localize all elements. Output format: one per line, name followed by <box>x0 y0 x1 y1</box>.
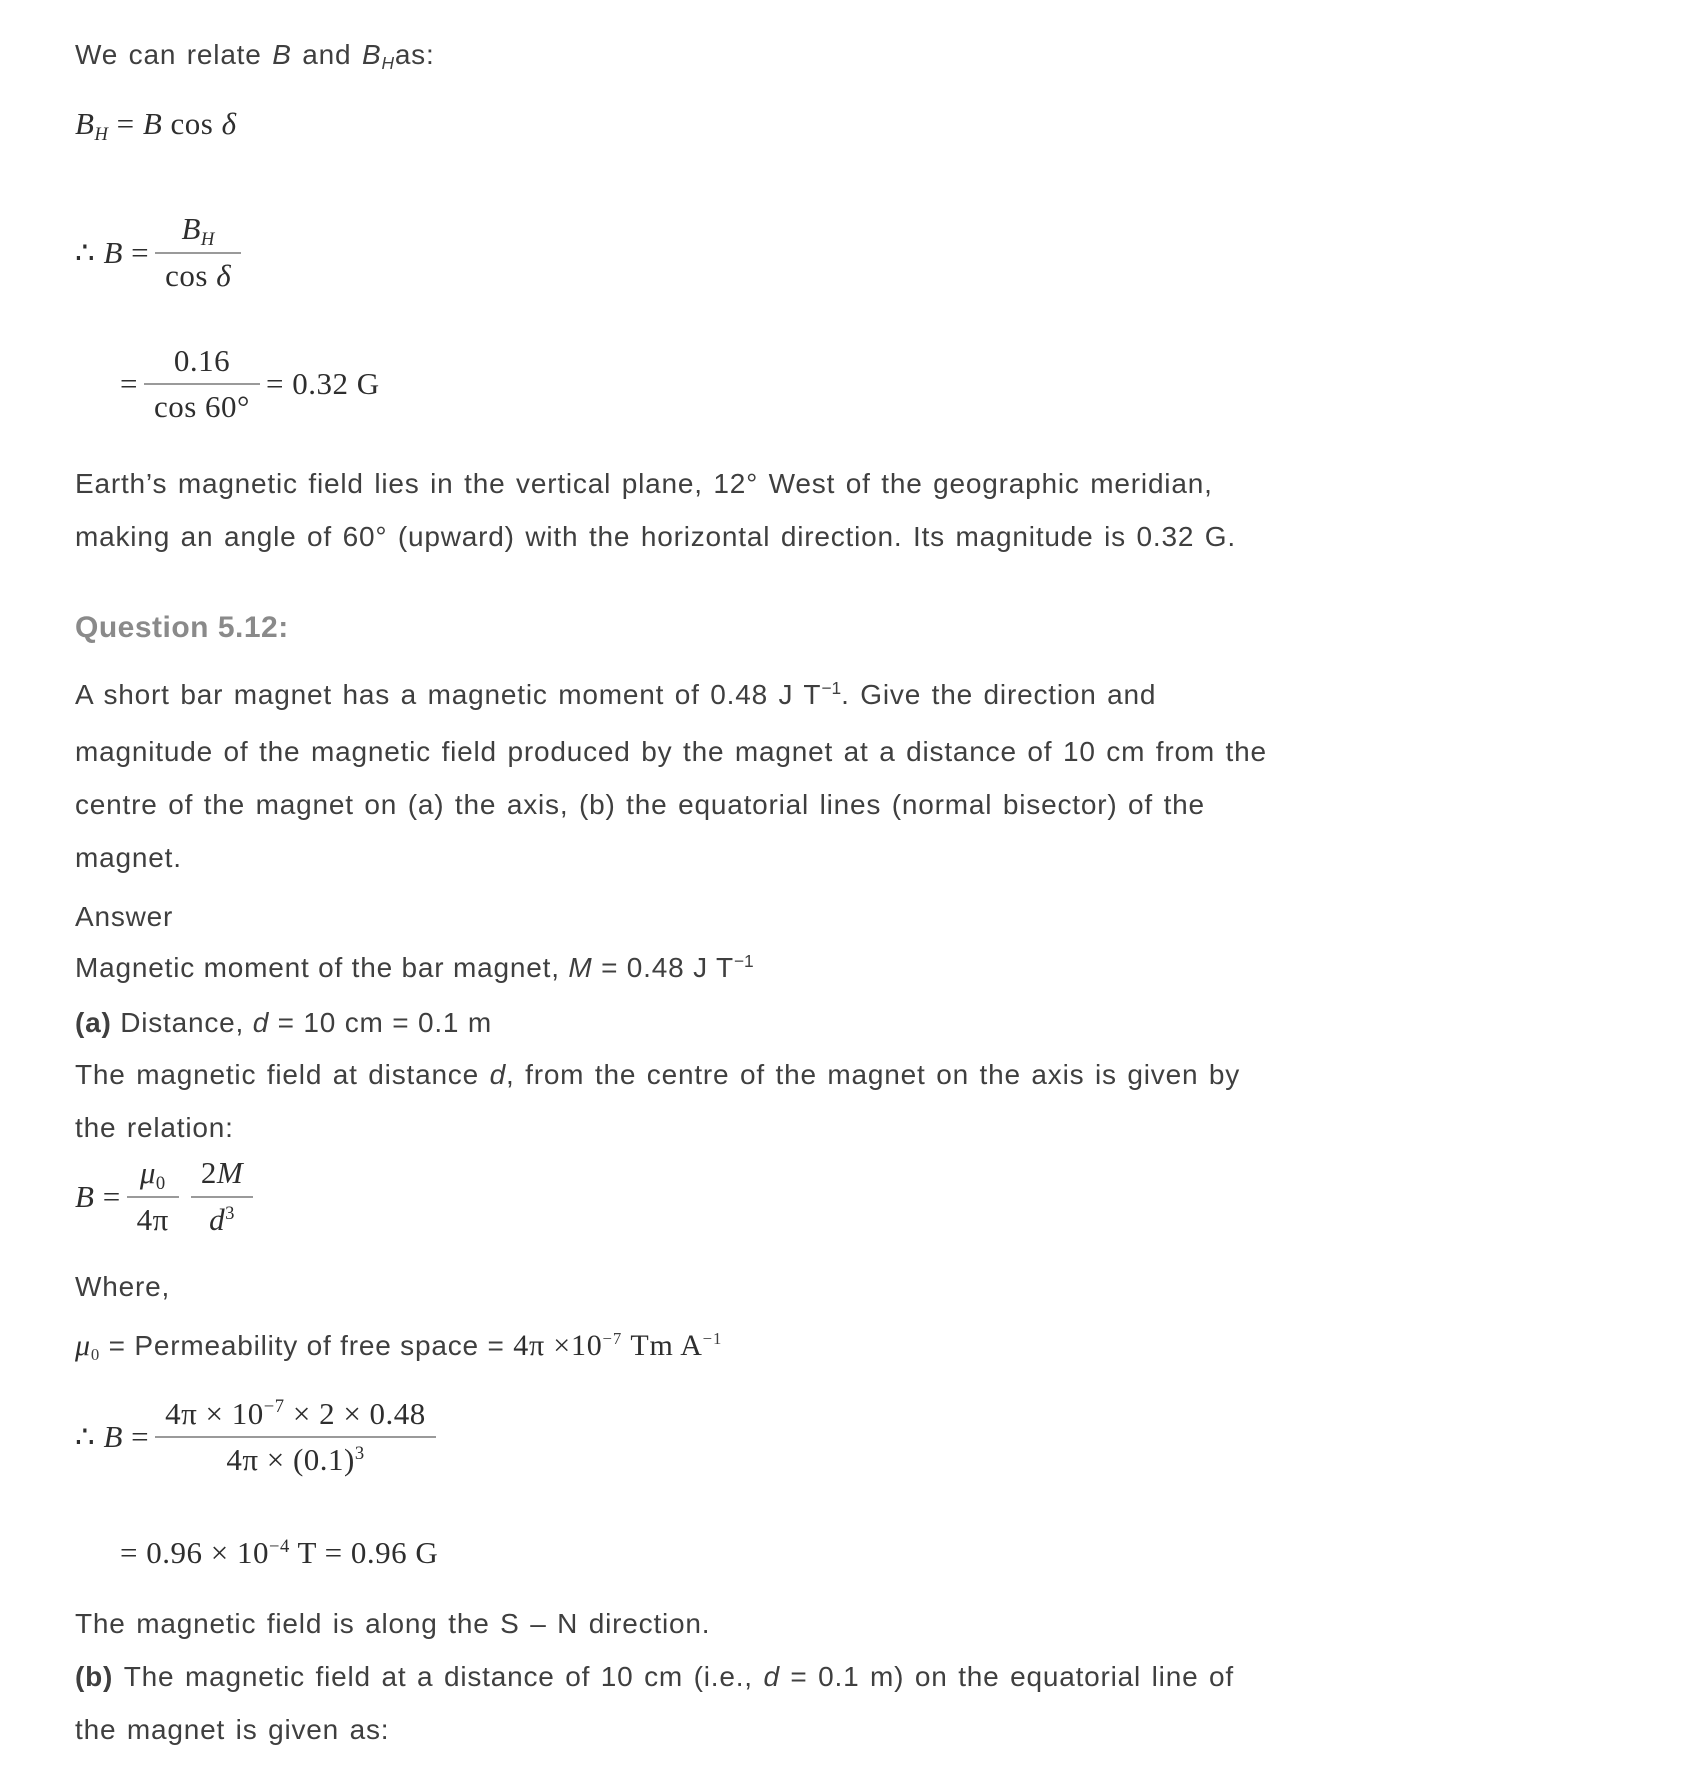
fraction-bar <box>191 1196 253 1198</box>
formula-axial-field <box>75 1154 1700 1240</box>
formula-bh-relation <box>75 101 1700 152</box>
text-run: −1 <box>702 1329 723 1349</box>
text-line <box>75 1048 1700 1101</box>
text-line <box>75 28 1700 85</box>
intro-line <box>75 28 1700 85</box>
text-run: H <box>200 228 215 250</box>
text-run: × 2 × 0.48 <box>284 1395 426 1431</box>
text-line <box>75 778 1700 831</box>
text-run: B <box>103 234 123 270</box>
text-line <box>75 457 1700 510</box>
text-run: Tm A <box>622 1328 703 1362</box>
text-run: . Give the direction and <box>841 679 1157 710</box>
text-run: 2 <box>200 1155 217 1190</box>
formula-prefix <box>75 1179 121 1215</box>
formula-result <box>120 1530 1700 1581</box>
text-run: Earth’s magnetic field lies in the vertical plane, 12° West of the geographic meridian, <box>75 468 1213 499</box>
formula-prefix <box>75 1419 149 1455</box>
part-b-paragraph <box>75 1650 1700 1756</box>
text-run: d <box>252 1007 270 1038</box>
fraction <box>144 342 260 428</box>
fraction <box>155 210 241 296</box>
text-run: μ <box>75 1328 91 1362</box>
text-line <box>75 668 1700 725</box>
text-run: = 0.96 × 10 <box>120 1535 269 1570</box>
text-line <box>75 831 1700 884</box>
text-run: = 0.32 G <box>265 366 380 402</box>
text-run: = <box>122 234 150 270</box>
text-run: (a) <box>75 1007 121 1038</box>
text-run: −1 <box>733 951 754 972</box>
text-run: M <box>216 1155 244 1190</box>
document-page <box>75 28 1700 1756</box>
axis-field-paragraph <box>75 1048 1700 1154</box>
earth-field-paragraph <box>75 457 1700 563</box>
text-run: = 0.1 m) on the equatorial line of <box>779 1661 1234 1692</box>
text-run: B <box>272 39 292 70</box>
part-a-line <box>75 998 1700 1048</box>
text-run: 4π ×10 <box>513 1328 603 1362</box>
question-heading: Question 5.12: <box>75 611 289 644</box>
text-run: B <box>103 1419 123 1455</box>
text-run: −7 <box>602 1329 623 1349</box>
text-run: 0 <box>90 1344 101 1364</box>
where-label: Where, <box>75 1270 171 1302</box>
fraction-numerator <box>155 1395 436 1434</box>
text-run: = Permeability of free space = <box>100 1329 514 1361</box>
text-run: B <box>142 106 163 141</box>
formula-substitution <box>75 1395 1700 1481</box>
fraction-moment <box>191 1154 253 1240</box>
sn-direction-line <box>75 1597 1700 1650</box>
fraction-numerator <box>191 1154 253 1193</box>
text-run: The magnetic field at a distance of 10 cm (i.e., <box>123 1661 764 1692</box>
text-run: ∴ <box>75 234 104 270</box>
text-run: and <box>291 39 362 70</box>
text-run: −7 <box>263 1396 285 1418</box>
text-run: = <box>108 106 143 141</box>
text-line <box>75 1101 1700 1154</box>
text-line <box>75 1703 1700 1756</box>
text-run: T = 0.96 G <box>289 1535 439 1570</box>
text-run: the magnet is given as: <box>75 1714 390 1745</box>
text-run: cos <box>162 106 222 141</box>
answer-label: Answer <box>75 901 174 932</box>
fraction-numerator <box>171 210 224 249</box>
magnetic-moment-line <box>75 943 1700 996</box>
text-run: = <box>94 1178 121 1214</box>
text-run: μ <box>139 1155 156 1190</box>
text-run: 0.16 <box>173 342 231 378</box>
text-run: M <box>568 952 593 983</box>
text-run: , from the centre of the magnet on the axis is given by <box>505 1059 1241 1090</box>
text-run: d <box>763 1661 780 1692</box>
text-run: 4π × 10 <box>165 1395 264 1431</box>
text-run: Magnetic moment of the bar magnet, <box>75 952 569 983</box>
text-run: We can relate <box>75 39 273 70</box>
text-line <box>75 725 1700 778</box>
text-run: The magnetic field at distance <box>75 1059 490 1090</box>
text-run: 3 <box>225 1202 235 1224</box>
text-run: H <box>94 123 109 145</box>
text-run: B <box>181 211 201 246</box>
fraction-numerator <box>130 1154 176 1193</box>
fraction-mu <box>127 1154 179 1240</box>
text-run: B <box>361 39 382 70</box>
text-run: −1 <box>821 678 842 699</box>
fraction-bar <box>155 1436 436 1438</box>
fraction-numerator <box>164 342 240 381</box>
question-paragraph <box>75 668 1700 884</box>
text-run: Distance, <box>120 1007 253 1038</box>
text-run: = <box>122 1419 150 1455</box>
text-run: = 10 cm = 0.1 m <box>269 1007 492 1038</box>
text-run: centre of the magnet on (a) the axis, (b) the equatorial lines (normal bisector) of the <box>75 789 1205 820</box>
text-line <box>75 1597 1700 1650</box>
text-run: as: <box>394 39 435 70</box>
fraction <box>155 1395 436 1481</box>
text-run: magnitude of the magnetic field produced by the magnet at a distance of 10 cm from the <box>75 736 1267 767</box>
text-run: d <box>209 1201 226 1237</box>
fraction-bar <box>144 383 260 385</box>
text-run: δ <box>221 106 237 141</box>
text-run: 0 <box>155 1172 166 1194</box>
fraction-bar <box>155 252 241 254</box>
formula-prefix <box>75 235 149 271</box>
fraction-denominator <box>127 1201 179 1240</box>
text-run: H <box>381 53 395 74</box>
text-run: δ <box>216 257 232 293</box>
text-run: = 0.48 J T <box>592 952 734 983</box>
text-run: cos 60° <box>153 389 250 425</box>
text-run: ∴ <box>75 1419 104 1455</box>
text-run: d <box>489 1059 506 1090</box>
text-run: B <box>75 1178 95 1214</box>
text-run: = <box>120 366 138 402</box>
formula-b-derivation <box>75 210 1700 296</box>
formula-suffix <box>266 366 380 402</box>
text-run: −4 <box>268 1535 290 1557</box>
text-run: 4π <box>136 1201 169 1237</box>
text-run: 3 <box>354 1443 365 1465</box>
fraction-denominator <box>216 1441 374 1480</box>
text-run: 4π × (0.1) <box>226 1442 355 1478</box>
text-run: cos <box>165 257 217 293</box>
text-run: (b) <box>75 1661 124 1692</box>
formula-prefix <box>120 366 138 402</box>
text-run: B <box>75 106 95 141</box>
text-run: The magnetic field is along the S – N direction. <box>75 1608 711 1639</box>
permeability-line <box>75 1321 1700 1375</box>
formula-b-evaluation <box>120 342 1700 428</box>
fraction-denominator <box>199 1201 245 1240</box>
text-run: making an angle of 60° (upward) with the horizontal direction. Its magnitude is 0.32 G. <box>75 521 1236 552</box>
text-line <box>75 510 1700 563</box>
text-line <box>75 1650 1700 1703</box>
text-run: the relation: <box>75 1112 234 1143</box>
text-run: A short bar magnet has a magnetic moment of 0.48 J T <box>75 679 822 710</box>
text-run: magnet. <box>75 842 182 873</box>
fraction-bar <box>127 1196 179 1198</box>
fraction-denominator <box>155 257 241 296</box>
fraction-denominator <box>144 388 260 427</box>
